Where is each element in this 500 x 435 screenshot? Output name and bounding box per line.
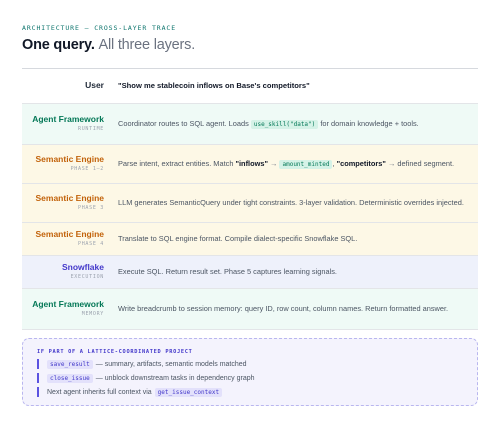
row-description: Translate to SQL engine format. Compile dialect-specific Snowflake SQL. [118,234,358,244]
callout-text: — unblock downstream tasks in dependency graph [95,374,255,382]
code-chip: amount_minted [279,160,332,169]
trace-row-user [22,69,478,104]
code-chip: get_issue_context [155,388,222,397]
code-chip: save_result [47,360,93,369]
layer-phase: PHASE 3 [78,204,104,211]
layer-phase: EXECUTION [70,273,104,280]
separator: , [332,159,335,169]
trace-row-agent-memory [22,289,478,330]
eyebrow-label: ARCHITECTURE — CROSS-LAYER TRACE [22,24,177,32]
row-description: Write breadcrumb to session memory: query ID, row count, column names. Return formatted answer. [118,304,449,314]
trace-table [22,68,478,330]
trace-row-semantic-1 [22,145,478,184]
desc-text: for domain knowledge + tools. [320,119,419,129]
trace-row-semantic-3 [22,184,478,223]
callout-text: — summary, artifacts, semantic models matched [95,360,247,368]
row-description [104,118,431,129]
bold-term: "competitors" [336,159,386,169]
code-chip: use_skill("data") [251,120,318,129]
layer-name: Agent Framework [32,299,104,310]
desc-text: defined segment. [397,159,455,169]
lattice-callout [22,338,478,406]
callout-heading: IF PART OF A LATTICE-COORDINATED PROJECT [37,349,193,355]
layer-name: Semantic Engine [35,229,104,240]
layer-name: Semantic Engine [35,193,104,204]
header [22,24,195,53]
row-description [104,158,466,169]
layer-phase: RUNTIME [78,125,104,132]
layer-cell [22,155,104,172]
callout-item [37,387,463,397]
arrow-icon: → [270,159,278,169]
callout-item [37,359,463,369]
layer-name: Semantic Engine [35,154,104,165]
arrow-icon: → [387,159,396,169]
bold-term: "inflows" [235,159,268,169]
layer-cell [22,194,104,211]
row-description: LLM generates SemanticQuery under tight constraints. 3-layer validation. Deterministic overrides injected. [118,198,464,208]
title-sub: All three layers. [98,37,196,53]
layer-phase: MEMORY [81,310,104,317]
layer-phase: PHASE 4 [78,240,104,247]
callout-text: Next agent inherits full context via [47,388,152,396]
desc-text: Coordinator routes to SQL agent. Loads [118,119,249,129]
trace-row-snowflake [22,256,478,289]
layer-name: Snowflake [61,262,104,273]
desc-text: Parse intent, extract entities. Match [118,159,234,169]
row-description: Execute SQL. Return result set. Phase 5 captures learning signals. [118,267,337,277]
layer-cell [22,300,104,317]
layer-cell [22,230,104,247]
layer-name: User [85,80,104,91]
layer-cell [22,263,104,280]
layer-cell [22,81,104,91]
code-chip: close_issue [47,374,93,383]
user-query: "Show me stablecoin inflows on Base's competitors" [118,81,310,91]
page-title [22,37,195,53]
callout-item [37,373,463,383]
layer-name: Agent Framework [32,114,104,125]
trace-row-semantic-4 [22,223,478,256]
layer-phase: PHASE 1–2 [70,165,104,172]
layer-cell [22,115,104,132]
trace-row-agent-runtime [22,104,478,145]
title-main: One query. [22,37,95,53]
